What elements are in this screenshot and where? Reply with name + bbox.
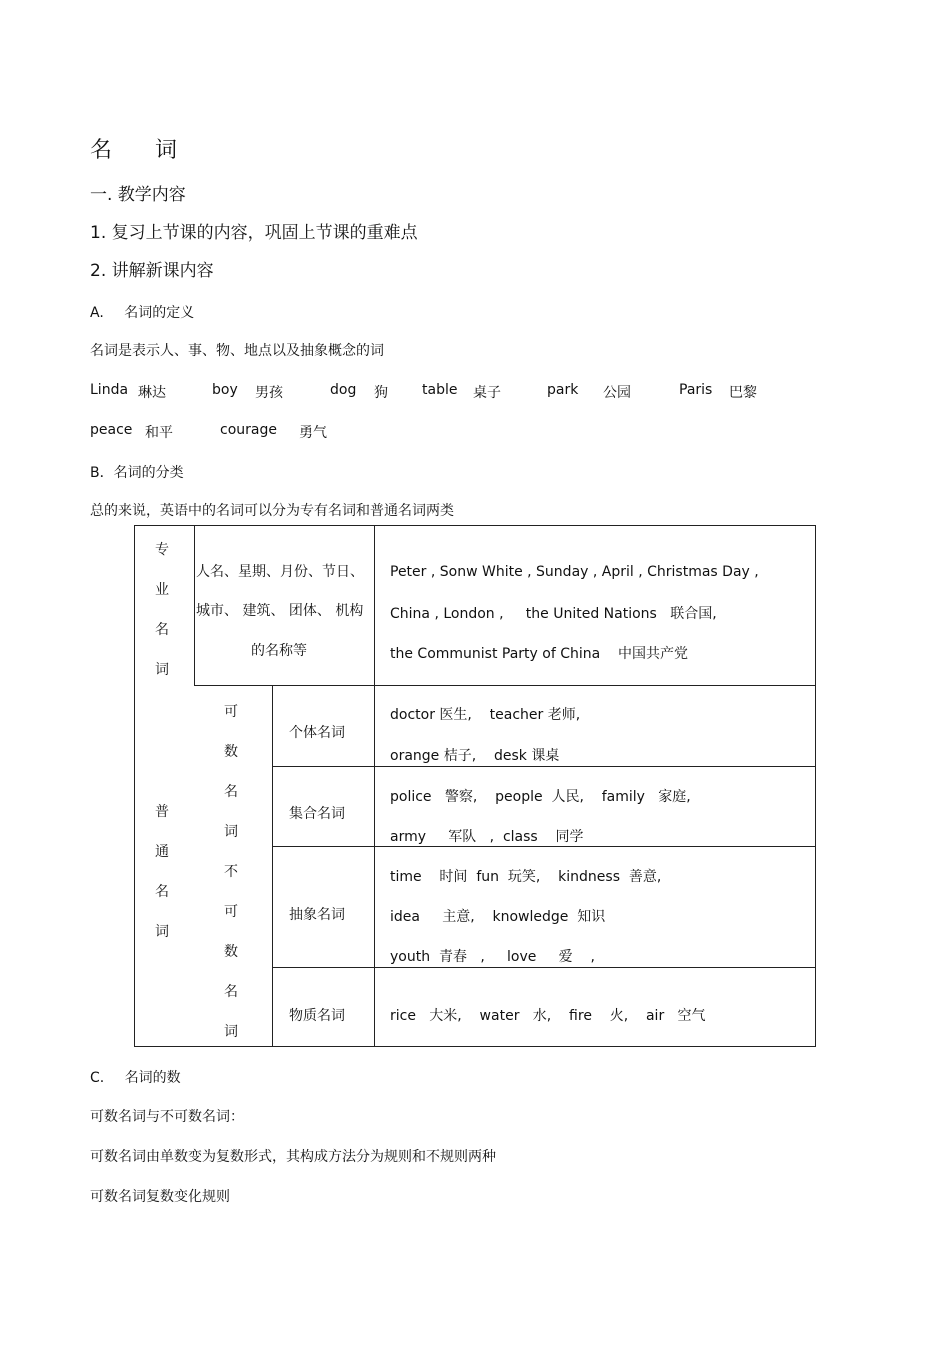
page-title: 名 词 — [90, 138, 195, 163]
vocab-en: courage — [220, 422, 277, 438]
common-noun-label: 普 通 名 词 — [155, 804, 169, 940]
vocab-zh: 勇气 — [299, 425, 327, 441]
part-c-label: C. — [90, 1070, 105, 1086]
countable-uncountable-label: 可 数 名 词 不 可 数 名 词 — [224, 704, 238, 1040]
row-example-line: youth 青春 , love 爱 , — [390, 949, 595, 965]
vocab-en: dog — [330, 382, 357, 398]
row-example-line: rice 大米, water 水, fire 火, air 空气 — [390, 1008, 706, 1024]
proper-desc-line: 的名称等 — [251, 643, 307, 659]
part-a-heading — [90, 302, 194, 322]
vocab-zh: 桌子 — [473, 385, 501, 401]
row-type: 物质名词 — [289, 1008, 345, 1024]
part-c-heading — [90, 1067, 181, 1087]
vocab-en: boy — [212, 382, 238, 398]
proper-desc-line: 城市、 建筑、 团体、 机构 — [196, 603, 364, 619]
proper-example-line: China , London , the United Nations 联合国, — [390, 606, 717, 622]
vocab-zh: 狗 — [374, 385, 388, 401]
paragraph: 可数名词与不可数名词： — [90, 1109, 244, 1125]
definition-text: 名词是表示人、事、物、地点以及抽象概念的词 — [90, 343, 384, 359]
vocab-en: park — [547, 382, 579, 398]
row-example-line: doctor 医生, teacher 老师, — [390, 707, 581, 723]
part-b-heading: B．名词的分类 — [90, 465, 184, 481]
vocab-zh: 和平 — [145, 425, 173, 441]
part-c-title: 名词的数 — [124, 1070, 181, 1086]
vocab-zh: 公园 — [603, 385, 631, 401]
row-type: 个体名词 — [289, 725, 345, 741]
vocab-en: peace — [90, 422, 133, 438]
paragraph: 可数名词复数变化规则 — [90, 1189, 230, 1205]
part-a-title: 名词的定义 — [124, 305, 195, 321]
classification-intro: 总的来说，英语中的名词可以分为专有名词和普通名词两类 — [90, 503, 454, 519]
row-type: 集合名词 — [289, 806, 345, 822]
row-example-line: army 军队 , class 同学 — [390, 829, 584, 845]
proper-example-line: Peter , Sonw White , Sunday , April , Christmas Day , — [390, 564, 759, 580]
paragraph: 可数名词由单数变为复数形式，其构成方法分为规则和不规则两种 — [90, 1149, 496, 1165]
row-example-line: orange 桔子, desk 课桌 — [390, 748, 560, 764]
row-example-line: police 警察, people 人民, family 家庭, — [390, 789, 691, 805]
row-type: 抽象名词 — [289, 907, 345, 923]
section-heading: 一. 教学内容 — [90, 185, 186, 205]
vocab-en: Linda — [90, 382, 129, 398]
vocab-zh: 巴黎 — [729, 385, 757, 401]
vocab-en: table — [422, 382, 458, 398]
vocab-zh: 男孩 — [255, 385, 283, 401]
part-a-label: A. — [90, 305, 104, 321]
item-2: 2. 讲解新课内容 — [90, 261, 214, 281]
proper-example-line: the Communist Party of China 中国共产党 — [390, 646, 689, 662]
row-example-line: idea 主意, knowledge 知识 — [390, 909, 606, 925]
vocab-en: Paris — [679, 382, 713, 398]
vocab-zh: 琳达 — [138, 385, 166, 401]
row-example-line: time 时间 fun 玩笑, kindness 善意, — [390, 869, 662, 885]
item-1: 1. 复习上节课的内容，巩固上节课的重难点 — [90, 223, 418, 243]
proper-desc-line: 人名、星期、月份、节日、 — [196, 564, 364, 580]
proper-noun-label: 专 业 名 词 — [155, 542, 169, 678]
